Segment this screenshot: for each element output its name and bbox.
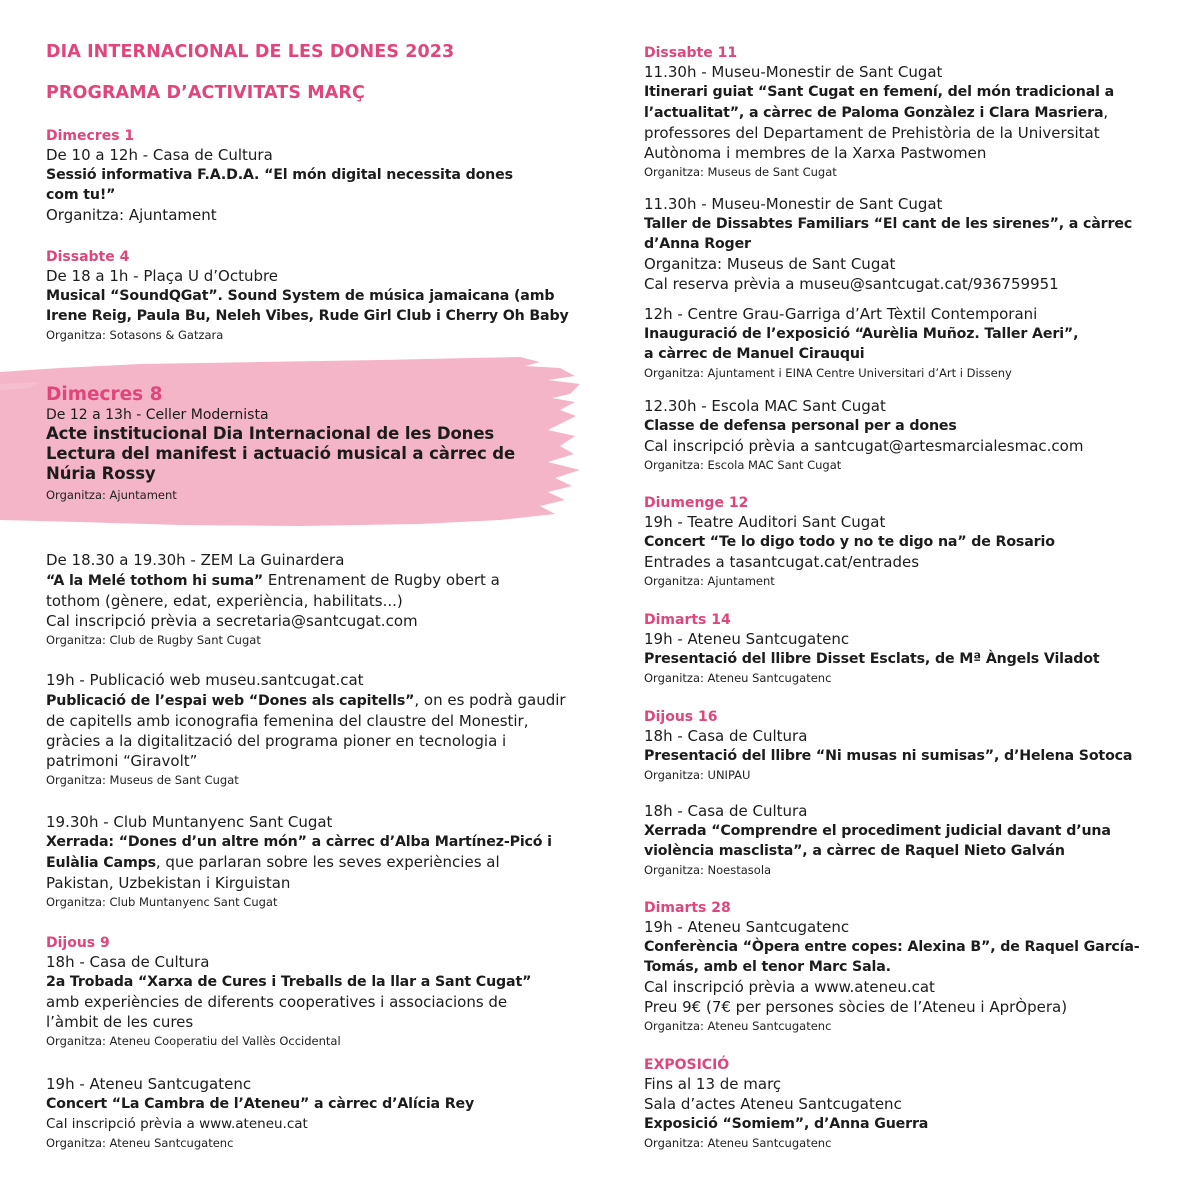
- event-dissabte-11: [644, 44, 1174, 181]
- event-title-cont: a càrrec de Manuel Cirauqui: [644, 346, 865, 362]
- event-diumenge-12: [644, 494, 1174, 590]
- event-title-cont: Eulàlia Camps: [46, 855, 156, 871]
- event-organizer: Organitza: Club Muntanyenc Sant Cugat: [46, 895, 278, 909]
- event-title: Xerrada: “Dones d’un altre món” a càrrec d’Alba Martínez-Picó i: [46, 834, 552, 850]
- event-organizer: Organitza: Ajuntament i EINA Centre Universitari d’Art i Disseny: [644, 366, 1012, 380]
- event-title-cont: Lectura del manifest i actuació musical a càrrec de: [46, 444, 516, 463]
- event-taller-sirenes: [644, 194, 1174, 294]
- event-registration: Cal inscripció prèvia a www.ateneu.cat: [644, 978, 935, 996]
- event-defensa-personal: [644, 396, 1174, 474]
- event-organizer: Organitza: Escola MAC Sant Cugat: [644, 458, 842, 472]
- event-organizer: Organitza: Ateneu Cooperatiu del Vallès Occidental: [46, 1034, 341, 1048]
- event-dimarts-14: [644, 611, 1174, 687]
- event-rugby: [46, 550, 586, 649]
- event-time-place: 11.30h - Museu-Monestir de Sant Cugat: [644, 195, 943, 213]
- event-day: Dissabte 11: [644, 45, 738, 61]
- event-title: Musical “SoundQGat”. Sound System de música jamaicana (amb: [46, 288, 555, 304]
- event-title-rest: Entrenament de Rugby obert a: [263, 571, 500, 589]
- event-organizer: Organitza: Ajuntament: [46, 488, 177, 502]
- event-time-place: De 18.30 a 19.30h - ZEM La Guinardera: [46, 551, 345, 569]
- page-title: DIA INTERNACIONAL DE LES DONES 2023: [46, 42, 455, 62]
- event-description: de capitells amb iconografia femenina del claustre del Monestir,: [46, 712, 529, 730]
- page-subtitle: PROGRAMA D’ACTIVITATS MARÇ: [46, 83, 365, 103]
- event-title: Concert “La Cambra de l’Ateneu” a càrrec d’Alícia Rey: [46, 1096, 475, 1112]
- event-time-place: 18h - Casa de Cultura: [644, 727, 808, 745]
- event-day: Dijous 9: [46, 935, 110, 951]
- event-title-cont: d’Anna Roger: [644, 236, 751, 252]
- event-time-place: 12h - Centre Grau-Garriga d’Art Tèxtil Contemporani: [644, 305, 1038, 323]
- event-organizer: Organitza: Sotasons & Gatzara: [46, 328, 224, 342]
- event-registration: Cal reserva prèvia a museu@santcugat.cat/936759951: [644, 275, 1059, 293]
- event-description: professores del Departament de Prehistòria de la Universitat: [644, 124, 1100, 142]
- event-title-rest: , que parlaran sobre les seves experiències al: [155, 853, 500, 871]
- event-title: “A la Melé tothom hi suma”: [46, 573, 264, 589]
- event-registration: Cal inscripció prèvia a www.ateneu.cat: [46, 1116, 308, 1132]
- event-time-place: 11.30h - Museu-Monestir de Sant Cugat: [644, 63, 943, 81]
- event-time-place: 19h - Ateneu Santcugatenc: [644, 630, 850, 648]
- event-web-publication: [46, 670, 586, 789]
- event-xerrada-judicial: [644, 801, 1174, 879]
- event-organizer: Organitza: Ateneu Santcugatenc: [644, 1136, 832, 1150]
- event-time-place: 19h - Publicació web museu.santcugat.cat: [46, 671, 364, 689]
- event-title: Sessió informativa F.A.D.A. “El món digital necessita dones: [46, 167, 513, 183]
- event-description: amb experiències de diferents cooperatives i associacions de: [46, 993, 508, 1011]
- event-title-rest: , on es podrà gaudir: [414, 691, 566, 709]
- event-exposicio: [644, 1056, 1174, 1152]
- event-title: Inauguració de l’exposició “Aurèlia Muñoz. Taller Aeri”,: [644, 326, 1079, 342]
- event-day: EXPOSICIÓ: [644, 1057, 730, 1073]
- event-title-cont: Irene Reig, Paula Bu, Neleh Vibes, Rude Girl Club i Cherry Oh Baby: [46, 308, 569, 324]
- event-time-place: 19h - Ateneu Santcugatenc: [46, 1075, 252, 1093]
- event-registration: Cal inscripció prèvia a secretaria@santcugat.com: [46, 612, 418, 630]
- event-title-cont: violència masclista”, a càrrec de Raquel Nieto Galván: [644, 843, 1065, 859]
- event-organizer: Organitza: Noestasola: [644, 863, 772, 877]
- event-dijous-9: [46, 934, 586, 1050]
- event-organizer: Organitza: Museus de Sant Cugat: [644, 255, 896, 273]
- event-title: Presentació del llibre Disset Esclats, de Mª Àngels Viladot: [644, 651, 1100, 667]
- event-description: Pakistan, Uzbekistan i Kirguistan: [46, 874, 291, 892]
- event-organizer: Organitza: Museus de Sant Cugat: [46, 773, 239, 787]
- event-registration: Cal inscripció prèvia a santcugat@artesmarcialesmac.com: [644, 437, 1084, 455]
- event-time-place: 12.30h - Escola MAC Sant Cugat: [644, 397, 886, 415]
- event-time-place: 19.30h - Club Muntanyenc Sant Cugat: [46, 813, 333, 831]
- event-day: Dimecres 8: [46, 384, 163, 405]
- event-title: Concert “Te lo digo todo y no te digo na” de Rosario: [644, 534, 1055, 550]
- event-title: Presentació del llibre “Ni musas ni sumisas”, d’Helena Sotoca: [644, 748, 1133, 764]
- event-time-place: 19h - Ateneu Santcugatenc: [644, 918, 850, 936]
- event-day: Dimarts 14: [644, 612, 731, 628]
- event-title: Publicació de l’espai web “Dones als capitells”: [46, 693, 415, 709]
- event-title: 2a Trobada “Xarxa de Cures i Treballs de la llar a Sant Cugat”: [46, 974, 532, 990]
- event-price: Preu 9€ (7€ per persones sòcies de l’Ateneu i AprÒpera): [644, 998, 1068, 1016]
- event-organizer: Organitza: Ateneu Santcugatenc: [46, 1136, 234, 1150]
- event-day: Diumenge 12: [644, 495, 749, 511]
- event-title-cont: com tu!”: [46, 187, 116, 203]
- event-dimecres-8-highlight: [46, 384, 586, 504]
- event-description: gràcies a la digitalització del programa pioner en tecnologia i: [46, 732, 507, 750]
- event-title: Conferència “Òpera entre copes: Alexina B”, de Raquel García-: [644, 939, 1140, 955]
- event-organizer: Organitza: Museus de Sant Cugat: [644, 165, 837, 179]
- event-title-rest: ,: [1103, 103, 1109, 121]
- event-dimecres-1: [46, 127, 586, 225]
- event-title-cont: Tomás, amb el tenor Marc Sala.: [644, 959, 891, 975]
- event-title: Xerrada “Comprendre el procediment judicial davant d’una: [644, 823, 1111, 839]
- event-organizer: Organitza: Ateneu Santcugatenc: [644, 1019, 832, 1033]
- event-aurelia-munoz: [644, 304, 1174, 382]
- event-title: Taller de Dissabtes Familiars “El cant de les sirenes”, a càrrec: [644, 216, 1133, 232]
- event-day: Dissabte 4: [46, 249, 130, 265]
- event-time-place: De 12 a 13h - Celler Modernista: [46, 407, 269, 423]
- event-title: Itinerari guiat “Sant Cugat en femení, del món tradicional a: [644, 84, 1115, 100]
- event-time-place: 19h - Teatre Auditori Sant Cugat: [644, 513, 886, 531]
- event-title: Classe de defensa personal per a dones: [644, 418, 957, 434]
- event-title: Exposició “Somiem”, d’Anna Guerra: [644, 1116, 929, 1132]
- event-day: Dimecres 1: [46, 128, 135, 144]
- event-description: l’àmbit de les cures: [46, 1013, 194, 1031]
- event-dissabte-4: [46, 248, 586, 344]
- event-dates: Fins al 13 de març: [644, 1075, 782, 1093]
- event-description: patrimoni “Giravolt”: [46, 752, 198, 770]
- event-concert-cambra: [46, 1074, 586, 1152]
- event-title: Acte institucional Dia Internacional de les Dones: [46, 424, 495, 443]
- event-time-place: 18h - Casa de Cultura: [46, 953, 210, 971]
- event-dijous-16: [644, 708, 1174, 784]
- event-time-place: De 18 a 1h - Plaça U d’Octubre: [46, 267, 279, 285]
- event-time-place: De 10 a 12h - Casa de Cultura: [46, 146, 273, 164]
- event-organizer: Organitza: Club de Rugby Sant Cugat: [46, 633, 261, 647]
- event-organizer: Organitza: Ajuntament: [644, 574, 775, 588]
- event-description: tothom (gènere, edat, experiència, habilitats...): [46, 592, 403, 610]
- event-organizer: Organitza: UNIPAU: [644, 768, 751, 782]
- event-day: Dimarts 28: [644, 900, 731, 916]
- event-description: Autònoma i membres de la Xarxa Pastwomen: [644, 144, 987, 162]
- event-organizer: Organitza: Ajuntament: [46, 206, 217, 224]
- event-title-cont: Núria Rossy: [46, 464, 156, 483]
- event-time-place: 18h - Casa de Cultura: [644, 802, 808, 820]
- event-tickets: Entrades a tasantcugat.cat/entrades: [644, 553, 920, 571]
- event-xerrada-dones: [46, 812, 586, 911]
- event-day: Dijous 16: [644, 709, 718, 725]
- event-place: Sala d’actes Ateneu Santcugatenc: [644, 1095, 902, 1113]
- event-dimarts-28: [644, 899, 1174, 1035]
- event-organizer: Organitza: Ateneu Santcugatenc: [644, 671, 832, 685]
- event-title-cont: l’actualitat”, a càrrec de Paloma Gonzàlez i Clara Masriera: [644, 105, 1104, 121]
